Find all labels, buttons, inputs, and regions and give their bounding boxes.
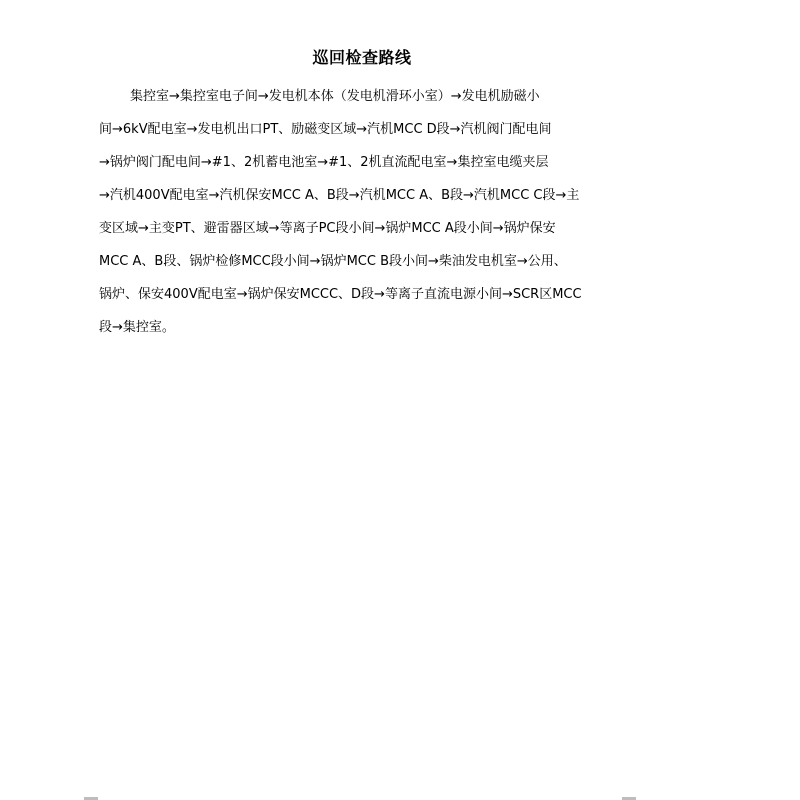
paragraph-line: 间→6kV配电室→发电机出口PT、励磁变区域→汽机MCC D段→汽机阀门配电间 [99,122,552,137]
paragraph-line: →汽机400V配电室→汽机保安MCC A、B段→汽机MCC A、B段→汽机MCC C段→主 [99,188,580,203]
paragraph-line: 集控室→集控室电子间→发电机本体（发电机滑环小室）→发电机励磁小 [130,89,540,104]
paragraph-line: →锅炉阀门配电间→#1、2机蓄电池室→#1、2机直流配电室→集控室电缆夹层 [99,155,549,170]
paragraph-line: MCC A、B段、锅炉检修MCC段小间→锅炉MCC B段小间→柴油发电机室→公用、 [99,254,567,269]
document-title: 巡回检查路线 [312,48,412,67]
inspection-route-paragraph [99,80,629,344]
paragraph-line: 锅炉、保安400V配电室→锅炉保安MCCC、D段→等离子直流电源小间→SCR区MCC [99,287,582,302]
paragraph-line: 段→集控室。 [99,320,175,335]
paragraph-line: 变区域→主变PT、避雷器区域→等离子PC段小间→锅炉MCC A段小间→锅炉保安 [99,221,556,236]
